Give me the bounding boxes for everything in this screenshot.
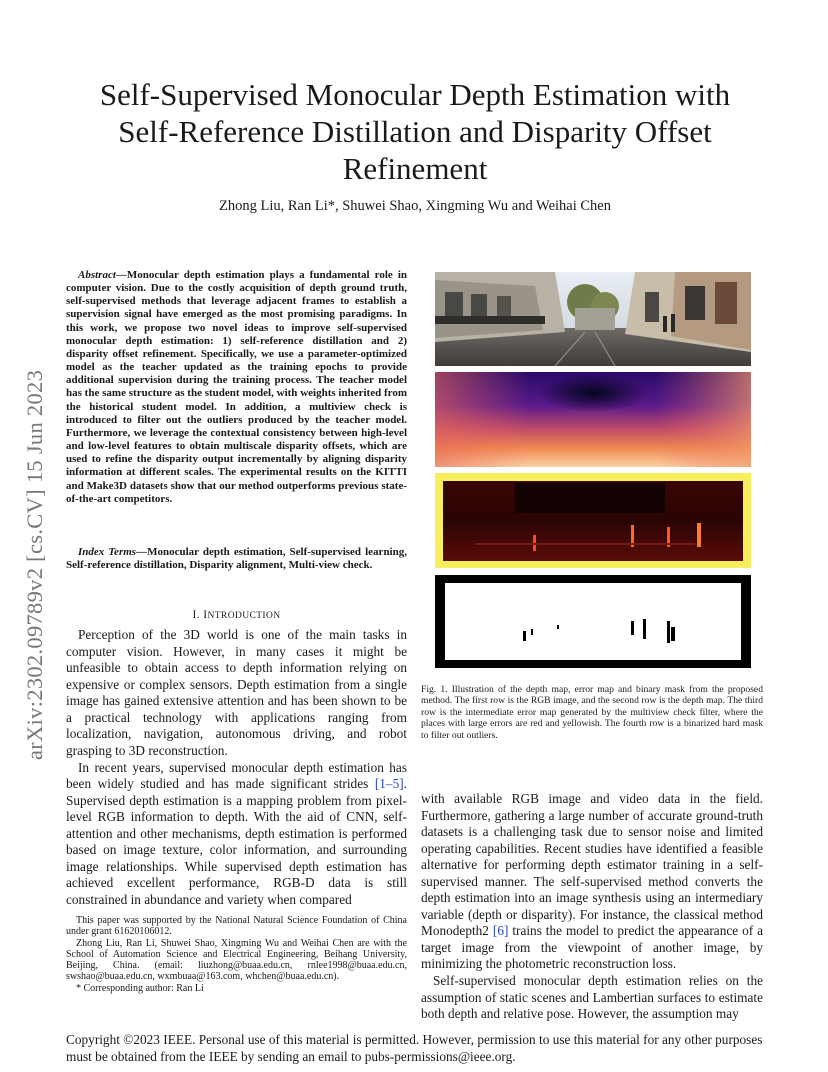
footnote-corresponding: * Corresponding author: Ran Li [76,982,204,994]
index-terms-text: —Monocular depth estimation, Self-supervised learning, Self-reference distillation, Disparity alignment, Multi-view check. [66,546,407,572]
footnote-affiliation: Zhong Liu, Ran Li, Shuwei Shao, Xingming Wu and Weihai Chen are with the School of Automation Science and Electrical Engineering, Beihang University, Beijing, China. (email: liuzhong@buaa.edu.cn, rnlee1998@buaa.edu.cn, swshao@buaa.edu.cn, wxmbuaa@163.com, whchen@buaa.edu.cn). [66,937,407,983]
intro-p2-text-b: . Supervised depth estimation is a mapping problem from pixel-level RGB information to depth. With the aid of CNN, self-attention and other mechanisms, depth estimation is performed based on image texture, color information, and surrounding image relationships. While supervised depth estimation has achieved excellent performance, RGB-D data is still constrained in abundance and variety when compared [66,776,407,907]
index-terms-label: Index Terms [78,546,137,558]
right-column-body [421,791,763,1023]
intro-p2-text-a: In recent years, supervised monocular depth estimation has been widely studied and has made significant strides [66,759,407,791]
right-p1-text-a: with available RGB image and video data in the field. Furthermore, gathering a large number of accurate ground-truth datasets is a challenging task due to sensor noise and limited operating capabilities. Recent studies have identified a feasible alternative for performing depth estimator training in a self-supervised manner. The self-supervised method converts the depth estimation into an image synthesis using an intermediary variable (depth or disparity). For instance, the classical method Monodepth2 [421,791,763,938]
section-first-letter: I [203,609,208,621]
section-numeral: I. [192,609,204,621]
footnote-funding: This paper was supported by the National Natural Science Foundation of China under grant 61620106012. [66,915,407,938]
figure-error-map [435,473,751,568]
intro-paragraph-2 [66,760,407,909]
section-title-rest: NTRODUCTION [207,611,281,621]
footnotes [66,915,407,994]
intro-paragraph-1: Perception of the 3D world is one of the main tasks in computer vision. However, in many cases it might be unfeasible to obtain access to depth information relying on expensive or complex sensors. Depth estimation from a single image has gained extensive attention and has been shown to be a practical technology with applications ranging from localization, navigation, autonomous driving, and robot grasping to 3D reconstruction. [66,627,407,758]
paper-title: Self-Supervised Monocular Depth Estimation with Self-Reference Distillation and Disparity Offset Refinement [99,77,731,186]
abstract-text: —Monocular depth estimation plays a fundamental role in computer vision. Due to the costly acquisition of depth ground truth, self-supervised methods that leverage adjacent frames to establish a supervision signal have emerged as the most promising paradigms. In this work, we propose two novel ideas to improve self-supervised monocular depth estimation: 1) self-reference distillation and 2) disparity offset refinement. Specifically, we use a parameter-optimized model as the teacher updated as the training epochs to provide additional supervision during the training process. The teacher model has the same structure as the student model, with weights inherited from the historical student model. In addition, a multiview check is introduced to filter out the outliers produced by the teacher model. Furthermore, we leverage the contextual consistency between high-level and low-level features to obtain multiscale disparity offsets, which are used to refine the disparity output incrementally by aligning disparity information at different scales. The experimental results on the KITTI and Make3D datasets show that our method outperforms previous state-of-the-art competitors. [66,269,407,505]
right-p1-text-b: trains the model to predict the appearance of a target image from the viewpoint of another image, by minimizing the photometric reconstruction loss. [421,923,763,971]
figure-binary-mask [435,575,751,668]
abstract-label: Abstract [78,269,116,281]
right-paragraph-1 [421,791,763,973]
figure-caption: Fig. 1. Illustration of the depth map, error map and binary mask from the proposed method. The first row is the RGB image, and the second row is the depth map. The third row is the intermediate error map generated by the multiview check filter, where the places with large errors are red and yellowish. The fourth row is a binarized hard mask to filter out outliers. [421,684,763,741]
abstract [66,269,407,506]
arxiv-identifier: arXiv:2302.09789v2 [cs.CV] 15 Jun 2023 [22,369,47,760]
index-terms [66,546,407,572]
citation-link-monodepth2[interactable]: [6] [492,923,509,938]
figure-rgb-image [435,272,751,366]
author-list: Zhong Liu, Ran Li*, Shuwei Shao, Xingming Wu and Weihai Chen [219,198,611,214]
figure-depth-map [435,372,751,467]
introduction-body [66,627,407,909]
citation-link[interactable]: [1–5] [374,776,404,791]
right-paragraph-2: Self-supervised monocular depth estimation relies on the assumption of static scenes and Lambertian surfaces to estimate both depth and relative pose. However, the assumption may [421,973,763,1021]
copyright-notice: Copyright ©2023 IEEE. Personal use of this material is permitted. However, permission to use this material for any other purposes must be obtained from the IEEE by sending an email to pubs-permissions@ieee.org. [66,1032,763,1064]
section-heading-introduction [66,609,407,621]
